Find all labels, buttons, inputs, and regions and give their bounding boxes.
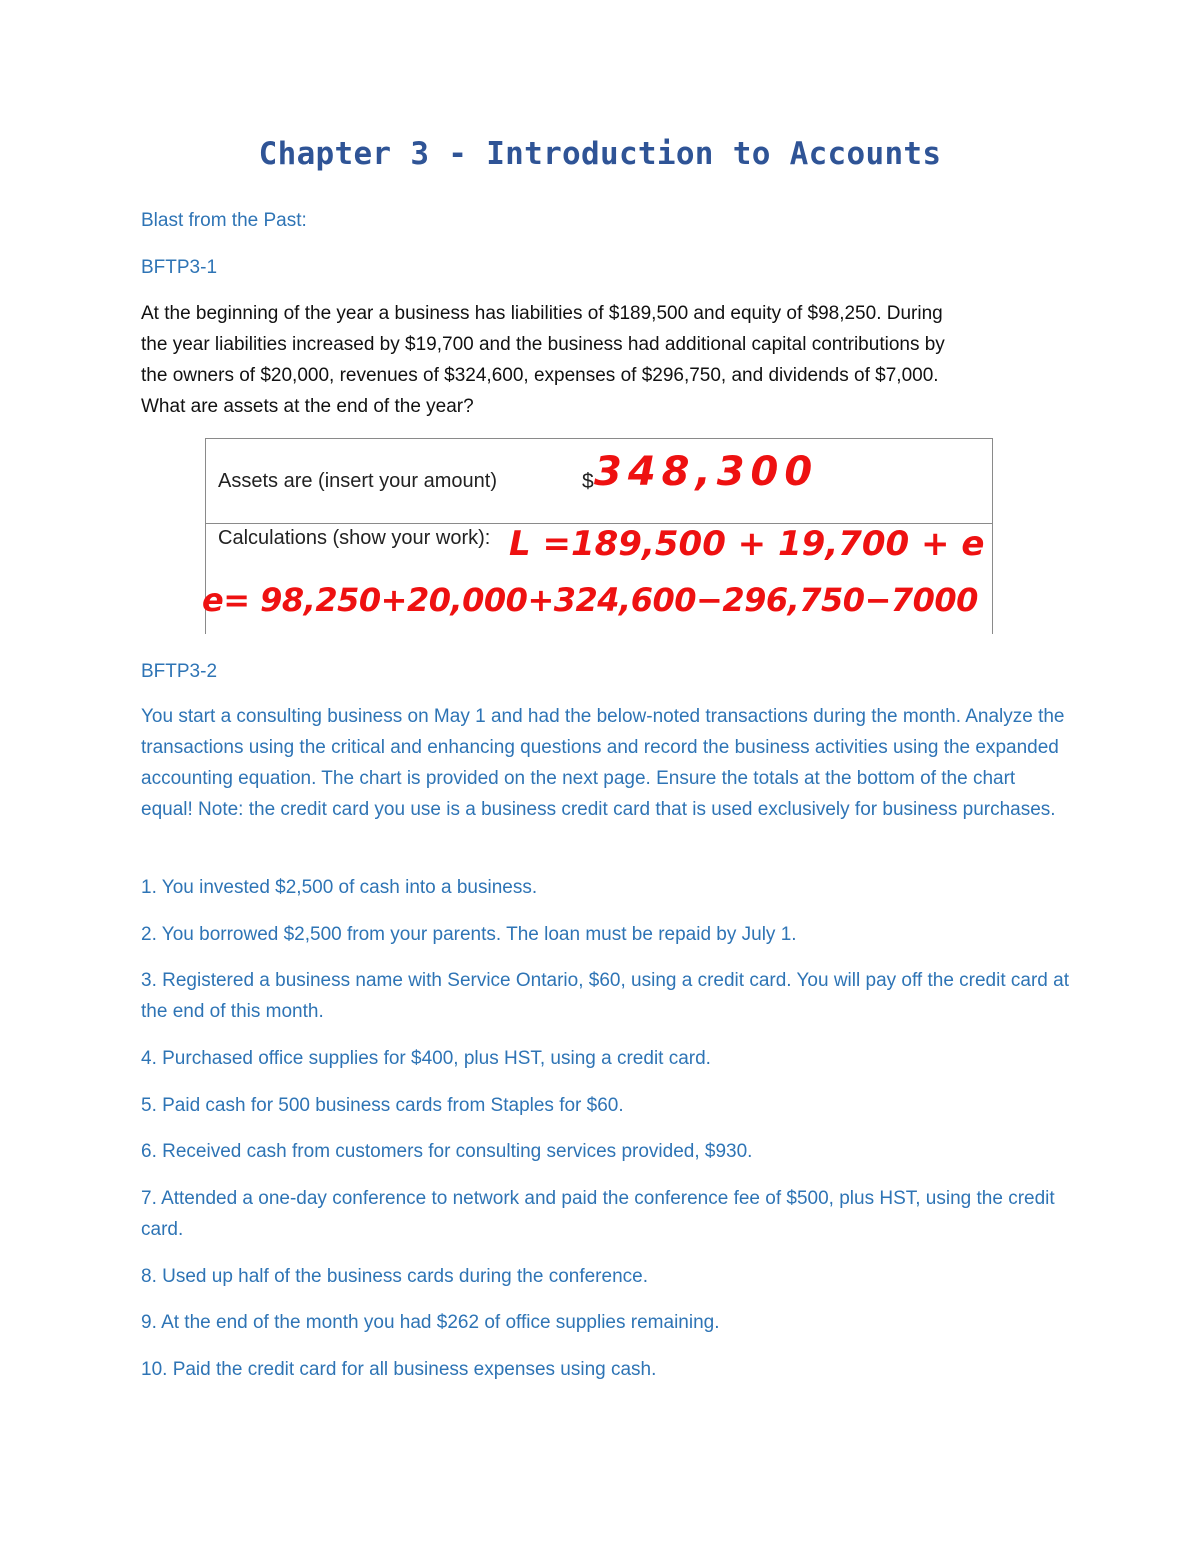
question-text-line: At the beginning of the year a business has liabilities of $189,500 and equity of $98,250. During — [141, 303, 943, 324]
dollar-sign: $ — [582, 470, 594, 493]
transaction-item: 8. Used up half of the business cards during the conference. — [141, 1266, 648, 1287]
question-text-line: the year liabilities increased by $19,700 and the business had additional capital contributions by — [141, 334, 945, 355]
section-label: Blast from the Past: — [141, 210, 307, 231]
transaction-item: 5. Paid cash for 500 business cards from Staples for $60. — [141, 1095, 624, 1116]
transaction-item: 10. Paid the credit card for all business expenses using cash. — [141, 1359, 657, 1380]
transaction-item: 2. You borrowed $2,500 from your parents. The loan must be repaid by July 1. — [141, 924, 797, 945]
handwritten-calculation-1[interactable]: L =189,500 + 19,700 + e — [509, 524, 985, 564]
transaction-item: 7. Attended a one-day conference to network and paid the conference fee of $500, plus HST, using the credit card. — [141, 1188, 1055, 1240]
handwritten-calculation-2[interactable]: e= 98,250+20,000+324,600−296,750−7000 — [202, 581, 978, 619]
question-label-bftp3-1: BFTP3-1 — [141, 257, 218, 278]
transaction-item: 1. You invested $2,500 of cash into a business. — [141, 877, 538, 898]
transaction-item: 3. Registered a business name with Service Ontario, $60, using a credit card. You will pay off the credit card at the end of this month. — [141, 970, 1069, 1022]
assets-label: Assets are (insert your amount) — [218, 470, 497, 492]
question-text-line: What are assets at the end of the year? — [141, 396, 474, 417]
transaction-item: 9. At the end of the month you had $262 of office supplies remaining. — [141, 1312, 720, 1333]
handwritten-assets-amount[interactable]: 348,300 — [594, 449, 819, 495]
transaction-item: 6. Received cash from customers for consulting services provided, $930. — [141, 1141, 753, 1162]
question-text-line: the owners of $20,000, revenues of $324,600, expenses of $296,750, and dividends of $7,000. — [141, 365, 939, 386]
question-intro: You start a consulting business on May 1 and had the below-noted transactions during the month. Analyze the transactions using the critical and enhancing questions and record the business activities using the expanded accounting equation. The chart is provided on the next page. Ensure the totals at the bottom of the chart equal! Note: the credit card you use is a business credit card that is used exclusively for business purchases. — [141, 706, 1065, 820]
calculations-label: Calculations (show your work): — [218, 527, 491, 549]
question-label-bftp3-2: BFTP3-2 — [141, 661, 218, 682]
transaction-item: 4. Purchased office supplies for $400, plus HST, using a credit card. — [141, 1048, 711, 1069]
page-title: Chapter 3 - Introduction to Accounts — [258, 136, 942, 172]
answer-box — [202, 438, 993, 634]
